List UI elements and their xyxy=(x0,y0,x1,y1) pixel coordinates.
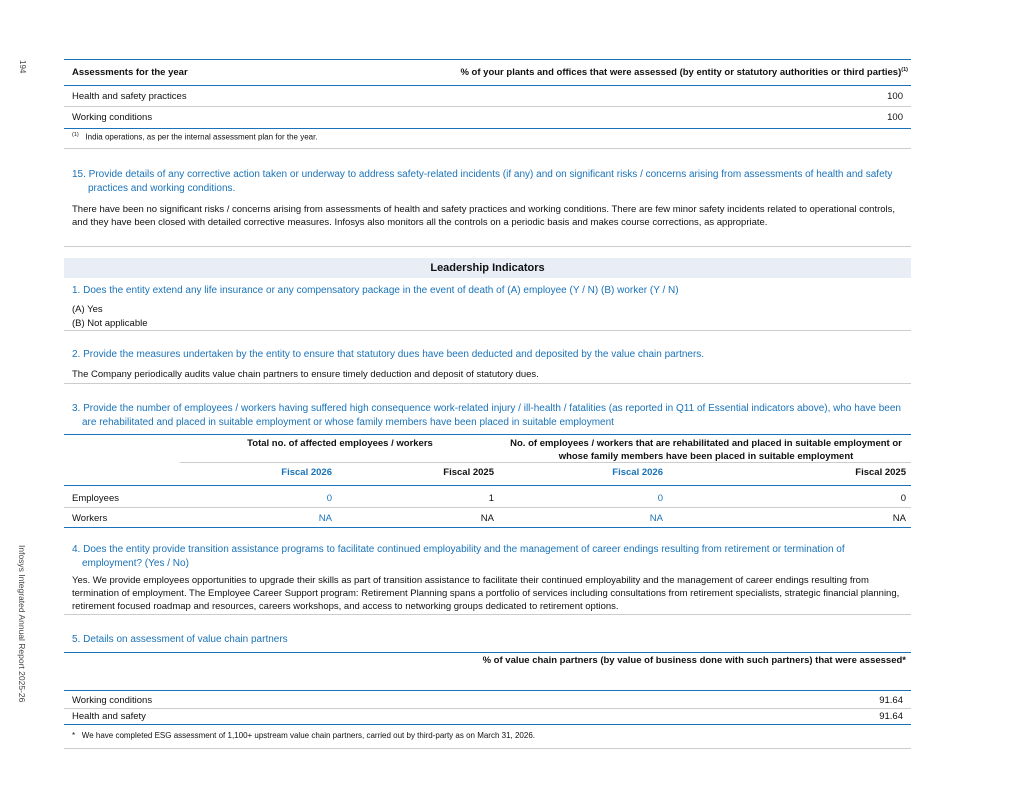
table-row-value: 91.64 xyxy=(879,711,903,722)
table-row-label: Health and safety xyxy=(72,711,146,722)
table-cell: 0 xyxy=(326,493,332,504)
value-chain-footnote: * We have completed ESG assessment of 1,100+ upstream value chain partners, carried out by third-party as on March 31, 2026. xyxy=(72,731,535,740)
table-row-label: Health and safety practices xyxy=(72,91,187,102)
header-divider xyxy=(180,462,911,463)
table-bottom-rule xyxy=(64,724,911,725)
section-divider xyxy=(64,148,911,149)
value-chain-header: % of value chain partners (by value of business done with such partners) that were assessed* xyxy=(482,655,906,666)
question-l2: 2. Provide the measures undertaken by the entity to ensure that statutory dues have been deducted and deposited by the value chain partners. xyxy=(72,349,705,360)
col-fiscal-2025: Fiscal 2025 xyxy=(443,467,494,478)
question-l4: 4. Does the entity provide transition assistance programs to facilitate continued employability and the management of career endings resulting from retirement or termination of employment? (Yes / No) xyxy=(72,544,845,569)
table-header-rule xyxy=(64,85,911,86)
assessment-footnote: $^{(1)}$ India operations, as per the internal assessment plan for the year. xyxy=(72,132,318,142)
assessment-header-left: Assessments for the year xyxy=(72,67,188,78)
section-divider xyxy=(64,614,911,615)
page-number: 194 xyxy=(18,60,27,74)
table-top-rule xyxy=(64,434,911,435)
table-header-rule xyxy=(64,690,911,691)
row-divider xyxy=(64,507,911,508)
table-cell: NA xyxy=(318,513,332,524)
col-fiscal-2026: Fiscal 2026 xyxy=(281,467,332,478)
answer-l1-b: (B) Not applicable xyxy=(72,318,148,329)
table-cell: NA xyxy=(649,513,663,524)
table-row-label: Workers xyxy=(72,513,108,524)
question-15: 15. Provide details of any corrective action taken or underway to address safety-related incidents (if any) and on significant risks / concerns arising from assessments of health and safety practices and working conditions. xyxy=(72,169,893,194)
group-header-rehabilitated: No. of employees / workers that are rehabilitated and placed in suitable employment or whose family members have been placed in suitable employment xyxy=(510,438,902,462)
table-cell: 1 xyxy=(488,493,494,504)
row-divider xyxy=(64,708,911,709)
table-cell: NA xyxy=(892,513,906,524)
question-l3: 3. Provide the number of employees / workers having suffered high consequence work-related injury / ill-health / fatalities (as reported in Q11 of Essential indicators above), who have been are rehabilitated and placed in suitable employment or whose family members have been placed in suitable employment xyxy=(72,403,901,428)
leadership-indicators-heading: Leadership Indicators xyxy=(64,258,911,278)
table-cell: 0 xyxy=(657,493,663,504)
report-side-title: Infosys Integrated Annual Report 2025-26 xyxy=(17,545,27,703)
answer-l2: The Company periodically audits value chain partners to ensure timely deduction and deposit of statutory dues. xyxy=(72,369,539,380)
table-cell: 0 xyxy=(900,493,906,504)
answer-15: There have been no significant risks / concerns arising from assessments of health and safety practices and working conditions. There are few minor safety incidents related to operational controls, and they have been closed with detailed corrective measures. Infosys also monitors all the controls on a periodic basis and makes course corrections, as appropriate. xyxy=(72,204,896,228)
table-top-rule xyxy=(64,59,911,60)
col-fiscal-2025: Fiscal 2025 xyxy=(855,467,906,478)
table-bottom-rule xyxy=(64,527,911,528)
col-fiscal-2026: Fiscal 2026 xyxy=(612,467,663,478)
table-row-value: 100 xyxy=(887,112,903,123)
table-header-rule xyxy=(64,485,911,486)
table-row-label: Working conditions xyxy=(72,112,153,123)
section-divider xyxy=(64,748,911,749)
question-l5: 5. Details on assessment of value chain partners xyxy=(72,634,288,645)
section-divider xyxy=(64,246,911,247)
table-top-rule xyxy=(64,652,911,653)
group-header-affected: Total no. of affected employees / workers xyxy=(247,438,433,449)
table-row-value: 100 xyxy=(887,91,903,102)
answer-l4: Yes. We provide employees opportunities to upgrade their skills as part of transition assistance to facilitate their continued employability and the management of career endings resulting from termination of employment. The Employee Career Support program: Retirement Planning spans a portfolio of services including consultations from retirement specialists, strategic financial planning, retirement focused roadmap and resources, careers workshops, and access to networking groups dedicated to retirement options. xyxy=(72,575,900,612)
table-cell: NA xyxy=(480,513,494,524)
table-row-value: 91.64 xyxy=(879,695,903,706)
row-divider xyxy=(64,106,911,107)
answer-l1-a: (A) Yes xyxy=(72,304,103,315)
assessment-header-right: % of your plants and offices that were assessed (by entity or statutory authorities or third parties)$^{(1)}$ xyxy=(460,67,908,79)
table-row-label: Working conditions xyxy=(72,695,153,706)
section-divider xyxy=(64,330,911,331)
table-row-label: Employees xyxy=(72,493,119,504)
section-divider xyxy=(64,383,911,384)
table-bottom-rule xyxy=(64,128,911,129)
question-l1: 1. Does the entity extend any life insurance or any compensatory package in the event of death of (A) employee (Y / N) (B) worker (Y / N) xyxy=(72,285,679,296)
